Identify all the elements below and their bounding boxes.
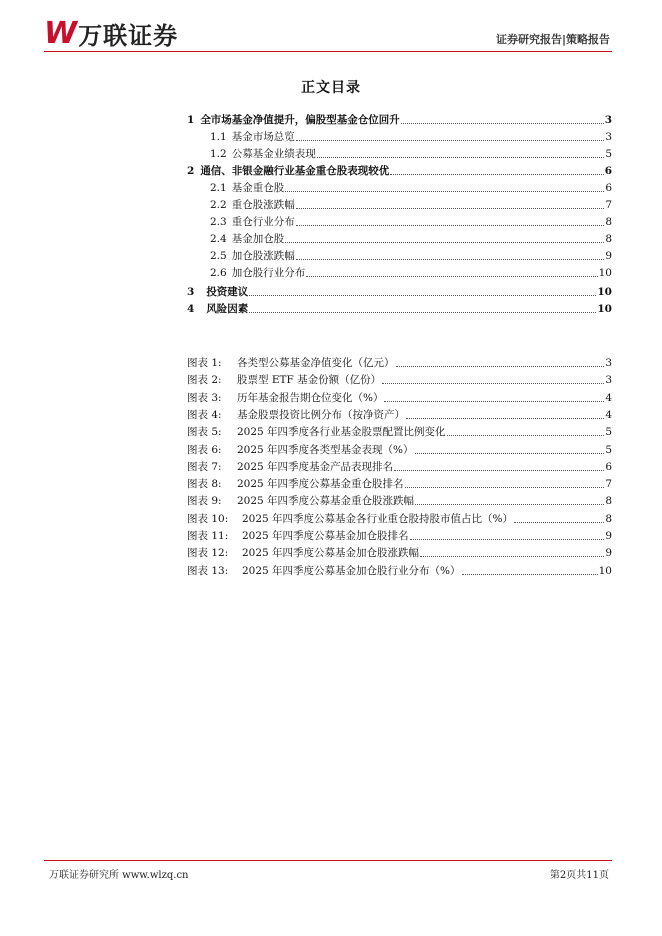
leader-dots [382,383,604,384]
figure-label: 2025 年四季度各行业基金股票配置比例变化 [237,426,446,439]
figure-entry[interactable] [187,457,612,474]
leader-dots [415,453,605,454]
toc-label: 基金市场总览 [231,131,295,143]
figure-page: 3 [605,374,612,387]
leader-dots [306,276,597,277]
figure-entry[interactable] [187,388,612,405]
figure-number: 图表 6: [187,443,222,456]
figure-page: 4 [605,391,612,404]
toc-label: 投资建议 [206,286,249,298]
toc-entry-section[interactable] [210,195,612,212]
toc-label: 重仓行业分布 [231,216,295,228]
toc-number: 3 [187,286,195,298]
logo-mark: W [44,15,75,51]
figure-label: 2025 年四季度公募基金加仓股涨跌幅 [242,547,420,560]
figure-number: 图表 3: [187,391,222,404]
toc-page: 5 [605,148,612,160]
toc-entry-section[interactable] [210,212,612,229]
toc-label: 公募基金业绩表现 [231,148,316,160]
toc-entry-chapter[interactable] [187,282,612,299]
toc-number: 2.5 [210,250,227,262]
leader-dots [406,418,604,419]
figure-number: 图表 4: [187,408,222,421]
leader-dots [462,574,598,575]
toc-label: 全市场基金净值提升，偏股型基金仓位回升 [200,114,400,126]
toc-page: 8 [605,233,612,245]
figure-label: 历年基金报告期仓位变化（%） [237,391,384,404]
figure-page: 9 [605,530,612,542]
figure-number: 图表 2: [187,374,222,387]
toc-number: 2.1 [210,182,227,194]
logo-text: 万联证券 [78,21,179,50]
toc-page: 3 [605,131,612,143]
figure-label: 2025 年四季度基金产品表现排名 [237,460,394,473]
toc-page: 6 [604,165,612,177]
company-logo [44,15,179,51]
figure-page: 9 [605,547,612,560]
leader-dots [296,140,605,141]
page-title: 正文目录 [301,80,361,96]
toc-number: 1.2 [210,148,227,160]
figure-entry[interactable] [187,474,612,491]
toc-entry-section[interactable] [210,246,612,263]
figure-number: 图表 11: [187,530,229,542]
figure-page: 6 [605,460,612,473]
leader-dots [285,242,604,243]
toc-number: 1 [187,114,195,126]
toc-entry-section[interactable] [210,178,612,195]
toc-number: 2.4 [210,233,227,245]
leader-dots [296,208,605,209]
footer-divider [44,860,612,861]
toc-label: 重仓股涨跌幅 [231,199,295,211]
figure-number: 图表 13: [187,564,229,577]
toc-entry-section[interactable] [210,144,612,161]
figure-label: 股票型 ETF 基金份额（亿份） [237,374,382,387]
leader-dots [396,366,605,367]
figure-label: 2025 年四季度公募基金加仓股行业分布（%） [242,564,461,577]
figure-label: 2025 年四季度各类型基金表现（%） [237,443,414,456]
toc-page: 9 [605,250,612,262]
figure-page: 5 [605,443,612,456]
toc-entry-section[interactable] [210,263,612,280]
figure-page: 4 [605,408,612,421]
toc-label: 通信、非银金融行业基金重仓股表现较优 [200,165,390,177]
toc-entry-chapter[interactable] [187,161,612,178]
leader-dots [514,522,604,523]
figure-number: 图表 9: [187,495,222,508]
page-number: 第2页共11页 [549,870,609,881]
toc-page: 8 [605,216,612,228]
toc-number: 2.6 [210,267,227,279]
leader-dots [285,191,604,192]
figure-number: 图表 10: [187,512,229,525]
toc-page: 6 [605,182,612,194]
figure-page: 8 [605,512,612,525]
figure-entry[interactable] [187,440,612,457]
figure-label: 2025 年四季度公募基金各行业重仓股持股市值占比（%） [242,512,514,525]
figure-page: 7 [605,478,612,491]
figure-number: 图表 1: [187,357,222,369]
leader-dots [249,312,596,313]
figure-entry[interactable] [187,422,612,439]
figure-page: 5 [605,426,612,439]
leader-dots [420,556,604,557]
figure-entry[interactable] [187,543,612,560]
report-type: 证券研究报告|策略报告 [495,33,610,46]
figure-label: 2025 年四季度公募基金重仓股排名 [237,478,404,491]
header-divider [44,51,612,52]
figure-entry[interactable] [187,353,612,370]
toc-number: 2 [187,165,195,177]
leader-dots [405,487,605,488]
leader-dots [390,174,603,175]
toc-page: 10 [597,286,612,298]
toc-entry-section[interactable] [210,127,612,144]
toc-number: 1.1 [210,131,227,143]
toc-number: 4 [187,303,195,315]
footer-source: 万联证券研究所 www.wlzq.cn [49,870,189,881]
leader-dots [384,401,604,402]
toc-label: 加仓股涨跌幅 [231,250,295,262]
toc-page: 10 [597,303,612,315]
leader-dots [394,470,604,471]
toc-label: 基金加仓股 [231,233,285,245]
figure-entry[interactable] [187,370,612,387]
toc-page: 7 [605,199,612,211]
toc-page: 10 [598,267,612,279]
figure-number: 图表 8: [187,478,222,491]
figure-page: 3 [605,357,612,369]
figure-label: 基金股票投资比例分布（按净资产） [237,408,405,421]
figure-number: 图表 12: [187,547,229,560]
leader-dots [317,157,605,158]
toc-entry-chapter[interactable] [187,110,612,127]
leader-dots [401,123,604,124]
toc-label: 加仓股行业分布 [231,267,306,279]
toc-label: 基金重仓股 [231,182,285,194]
leader-dots [415,504,604,505]
figure-label: 2025 年四季度公募基金加仓股排名 [242,530,409,542]
leader-dots [410,539,605,540]
figure-entry[interactable] [187,509,612,526]
toc-number: 2.3 [210,216,227,228]
figure-entry[interactable] [187,526,612,543]
figure-label: 2025 年四季度公募基金重仓股涨跌幅 [237,495,415,508]
figure-page: 10 [598,564,612,577]
toc-page: 3 [604,114,612,126]
figure-number: 图表 5: [187,426,222,439]
toc-entry-section[interactable] [210,229,612,246]
figure-label: 各类型公募基金净值变化（亿元） [237,357,395,369]
figure-entry[interactable] [187,561,612,578]
figure-page: 8 [605,495,612,508]
toc-entry-chapter[interactable] [187,299,612,316]
leader-dots [296,259,605,260]
toc-number: 2.2 [210,199,227,211]
leader-dots [249,295,596,296]
figure-number: 图表 7: [187,460,222,473]
leader-dots [296,225,605,226]
leader-dots [447,435,605,436]
figure-entry[interactable] [187,405,612,422]
figure-entry[interactable] [187,491,612,508]
toc-label: 风险因素 [206,303,249,315]
